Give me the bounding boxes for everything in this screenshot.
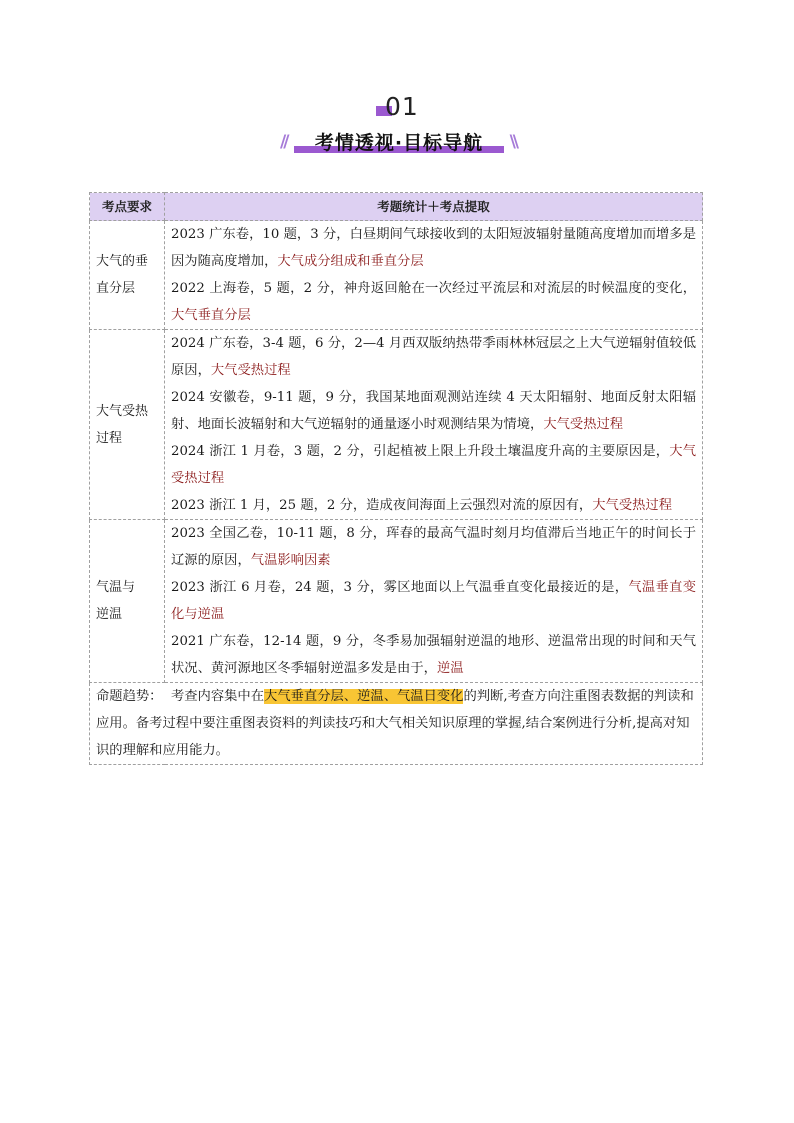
topic-cell bbox=[90, 330, 165, 520]
table-row bbox=[90, 520, 703, 683]
content-cell bbox=[165, 520, 703, 683]
list-item: 2023 广东卷，10 题，3 分，白昼期间气球接收到的太阳短波辐射量随高度增加而增多是因为随高度增加，大气成分组成和垂直分层 bbox=[171, 227, 696, 269]
list-item: 2024 广东卷，3-4 题，6 分，2—4 月西双版纳热带季雨林林冠层之上大气逆辐射值较低原因，大气受热过程 bbox=[171, 336, 696, 378]
banner-deco-right: \\ bbox=[509, 132, 516, 152]
trend-row bbox=[90, 683, 703, 765]
topic-line: 过程 bbox=[96, 430, 123, 446]
content-cell bbox=[165, 221, 703, 330]
trend-text: 的判断,考查方向注重图表数据的判读和应用。备考过程中要注重图表资料的判读技巧和大气相关知识原理的掌握,结合案例进行分析,提高对知识的理解和应用能力。 bbox=[96, 689, 694, 758]
topic-line: 大气受热 bbox=[96, 403, 149, 419]
knowledge-tag: 大气受热过程 bbox=[210, 363, 291, 378]
trend-cell bbox=[90, 683, 703, 765]
list-item: 2023 浙江 6 月卷，24 题，3 分，雾区地面以上气温垂直变化最接近的是，气温垂直变化与逆温 bbox=[171, 580, 696, 622]
topic-cell bbox=[90, 221, 165, 330]
table-row bbox=[90, 221, 703, 330]
exam-analysis-table bbox=[89, 192, 703, 765]
topic-line: 大气的垂 bbox=[96, 254, 149, 269]
list-item: 2023 浙江 1 月，25 题，2 分，造成夜间海面上云强烈对流的原因有，大气受热过程 bbox=[171, 498, 673, 513]
knowledge-tag: 气温垂直变化与逆温 bbox=[171, 580, 696, 622]
trend-text: 考查内容集中在 bbox=[170, 689, 265, 704]
knowledge-tag: 气温影响因素 bbox=[250, 553, 331, 568]
topic-line: 气温与 bbox=[96, 580, 136, 595]
knowledge-tag: 逆温 bbox=[436, 661, 464, 676]
section-banner bbox=[280, 126, 516, 158]
knowledge-tag: 大气垂直分层 bbox=[171, 308, 251, 323]
list-item: 2022 上海卷，5 题，2 分，神舟返回舱在一次经过平流层和对流层的时候温度的变化，大气垂直分层 bbox=[171, 281, 696, 323]
topic-line: 直分层 bbox=[96, 281, 136, 296]
section-header bbox=[0, 92, 794, 162]
trend-label: 命题趋势： bbox=[96, 689, 163, 704]
topic-line: 逆温 bbox=[96, 607, 123, 622]
header-stats: 考题统计＋考点提取 bbox=[165, 193, 703, 221]
knowledge-tag: 大气受热过程 bbox=[543, 417, 624, 432]
content-cell bbox=[165, 330, 703, 520]
list-item: 2023 全国乙卷，10-11 题，8 分，珲春的最高气温时刻月均值滞后当地正午的时间长于辽源的原因，气温影响因素 bbox=[171, 526, 696, 568]
trend-highlight: 大气垂直分层、逆温、气温日变化 bbox=[264, 689, 464, 704]
list-item: 2021 广东卷，12-14 题，9 分，冬季易加强辐射逆温的地形、逆温常出现的时间和天气状况、黄河源地区冬季辐射逆温多发是由于，逆温 bbox=[171, 634, 696, 676]
table-header-row bbox=[90, 193, 703, 221]
knowledge-tag: 大气受热过程 bbox=[171, 444, 697, 486]
list-item: 2024 安徽卷，9-11 题，9 分，我国某地面观测站连续 4 天太阳辐射、地面反射太阳辐射、地面长波辐射和大气逆辐射的通量逐小时观测结果为情境，大气受热过程 bbox=[171, 390, 696, 432]
topic-cell bbox=[90, 520, 165, 683]
section-number: 01 bbox=[385, 92, 419, 121]
knowledge-tag: 大气成分组成和垂直分层 bbox=[277, 254, 424, 269]
section-title: 考情透视·目标导航 bbox=[314, 132, 484, 154]
banner-deco-left: // bbox=[280, 132, 287, 152]
header-topic: 考点要求 bbox=[90, 193, 165, 221]
knowledge-tag: 大气受热过程 bbox=[592, 498, 673, 513]
list-item: 2024 浙江 1 月卷，3 题，2 分，引起植被上限上升段土壤温度升高的主要原因是，大气受热过程 bbox=[171, 444, 697, 486]
table-row bbox=[90, 330, 703, 520]
